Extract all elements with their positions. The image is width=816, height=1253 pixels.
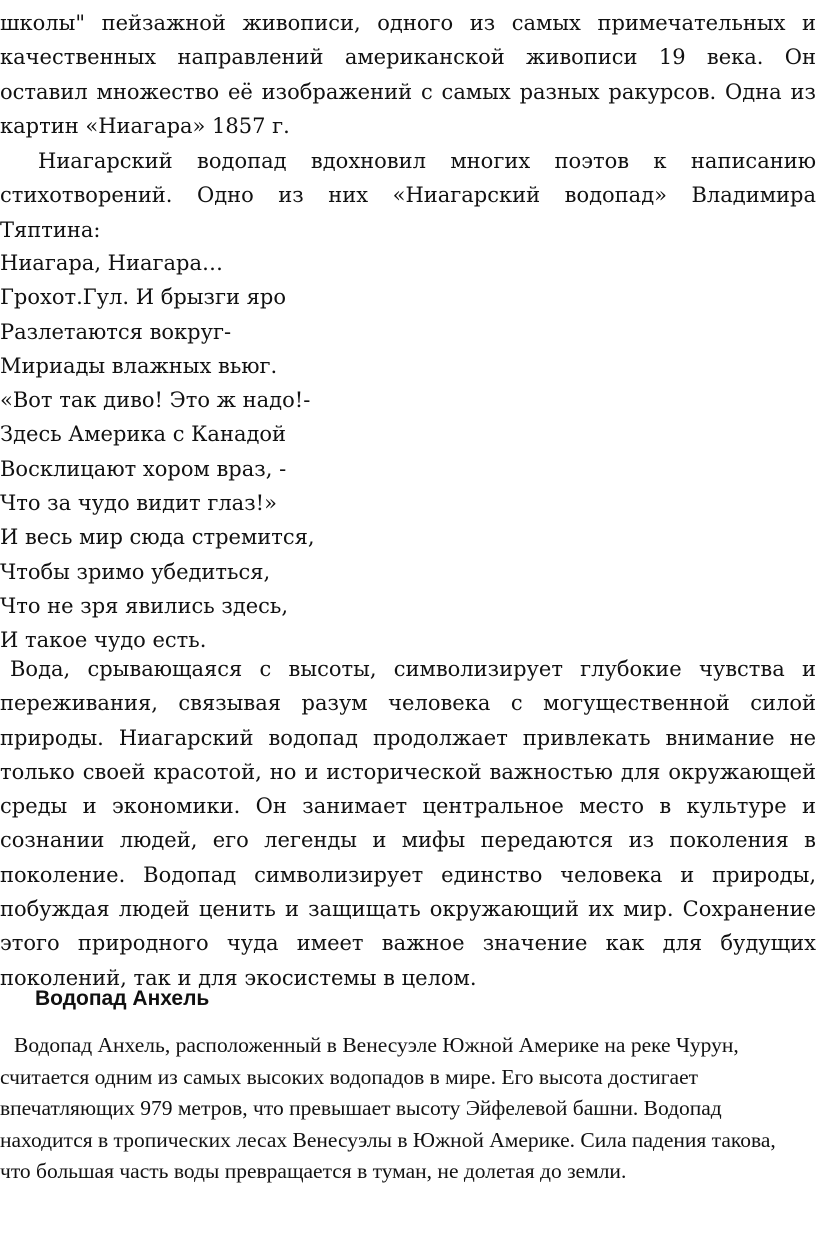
paragraph-poets: Ниагарский водопад вдохновил многих поэтов к написанию стихотворений. Одно из них «Ниагарский водопад» Владимира Тяптина:: [0, 149, 816, 242]
paragraph-symbolism: Вода, срывающаяся с высоты, символизирует глубокие чувства и переживания, связывая разум человека с могущественной силой природы. Ниагарский водопад продолжает привлекать внимание не только своей красотой, но и исторической важностью для окружающей среды и экономики. Он занимает центральное место в культуре и сознании людей, его легенды и мифы передаются из поколения в поколение. Водопад символизирует единство человека и природы, побуждая людей ценить и защищать окружающий их мир. Сохранение этого природного чуда имеет важное значение как для будущих поколений, так и для экосистемы в целом.: [0, 657, 816, 990]
poem-line: Что за чудо видит глаз!»: [0, 491, 277, 516]
poem-line: Разлетаются вокруг-: [0, 319, 232, 344]
poem-line: И весь мир сюда стремится,: [0, 525, 315, 550]
poem-line: Ниагара, Ниагара…: [0, 251, 223, 275]
paragraph-angel-falls: Водопад Анхель, расположенный в Венесуэле Южной Америке на реке Чурун, считается одним из самых высоких водопадов в мире. Его высота достигает впечатляющих 979 метров, что превышает высоту Эйфелевой башни. Водопад находится в тропических лесах Венесуэлы в Южной Америке. Сила падения такова, что большая часть воды превращается в туман, не долетая до земли.: [0, 1033, 776, 1183]
poem-line: Здесь Америка с Канадой: [0, 422, 287, 447]
poem-line: Восклицают хором враз, -: [0, 456, 287, 481]
poem-line: Чтобы зримо убедиться,: [0, 559, 271, 584]
poem-line: «Вот так диво! Это ж надо!-: [0, 388, 311, 413]
poem-line: Грохот.Гул. И брызги яро: [0, 285, 286, 310]
poem-line: И такое чудо есть.: [0, 628, 207, 653]
poem-line: Мириады влажных вьюг.: [0, 353, 278, 378]
poem-line: Что не зря явились здесь,: [0, 593, 289, 618]
section-heading: Водопад Анхель: [35, 987, 210, 1010]
poem: [0, 246, 816, 658]
paragraph-painting: школы" пейзажной живописи, одного из самых примечательных и качественных направлений американской живописи 19 века. Он оставил множество её изображений с самых разных ракурсов. Одна из картин «Ниагара» 1857 г.: [0, 11, 816, 138]
